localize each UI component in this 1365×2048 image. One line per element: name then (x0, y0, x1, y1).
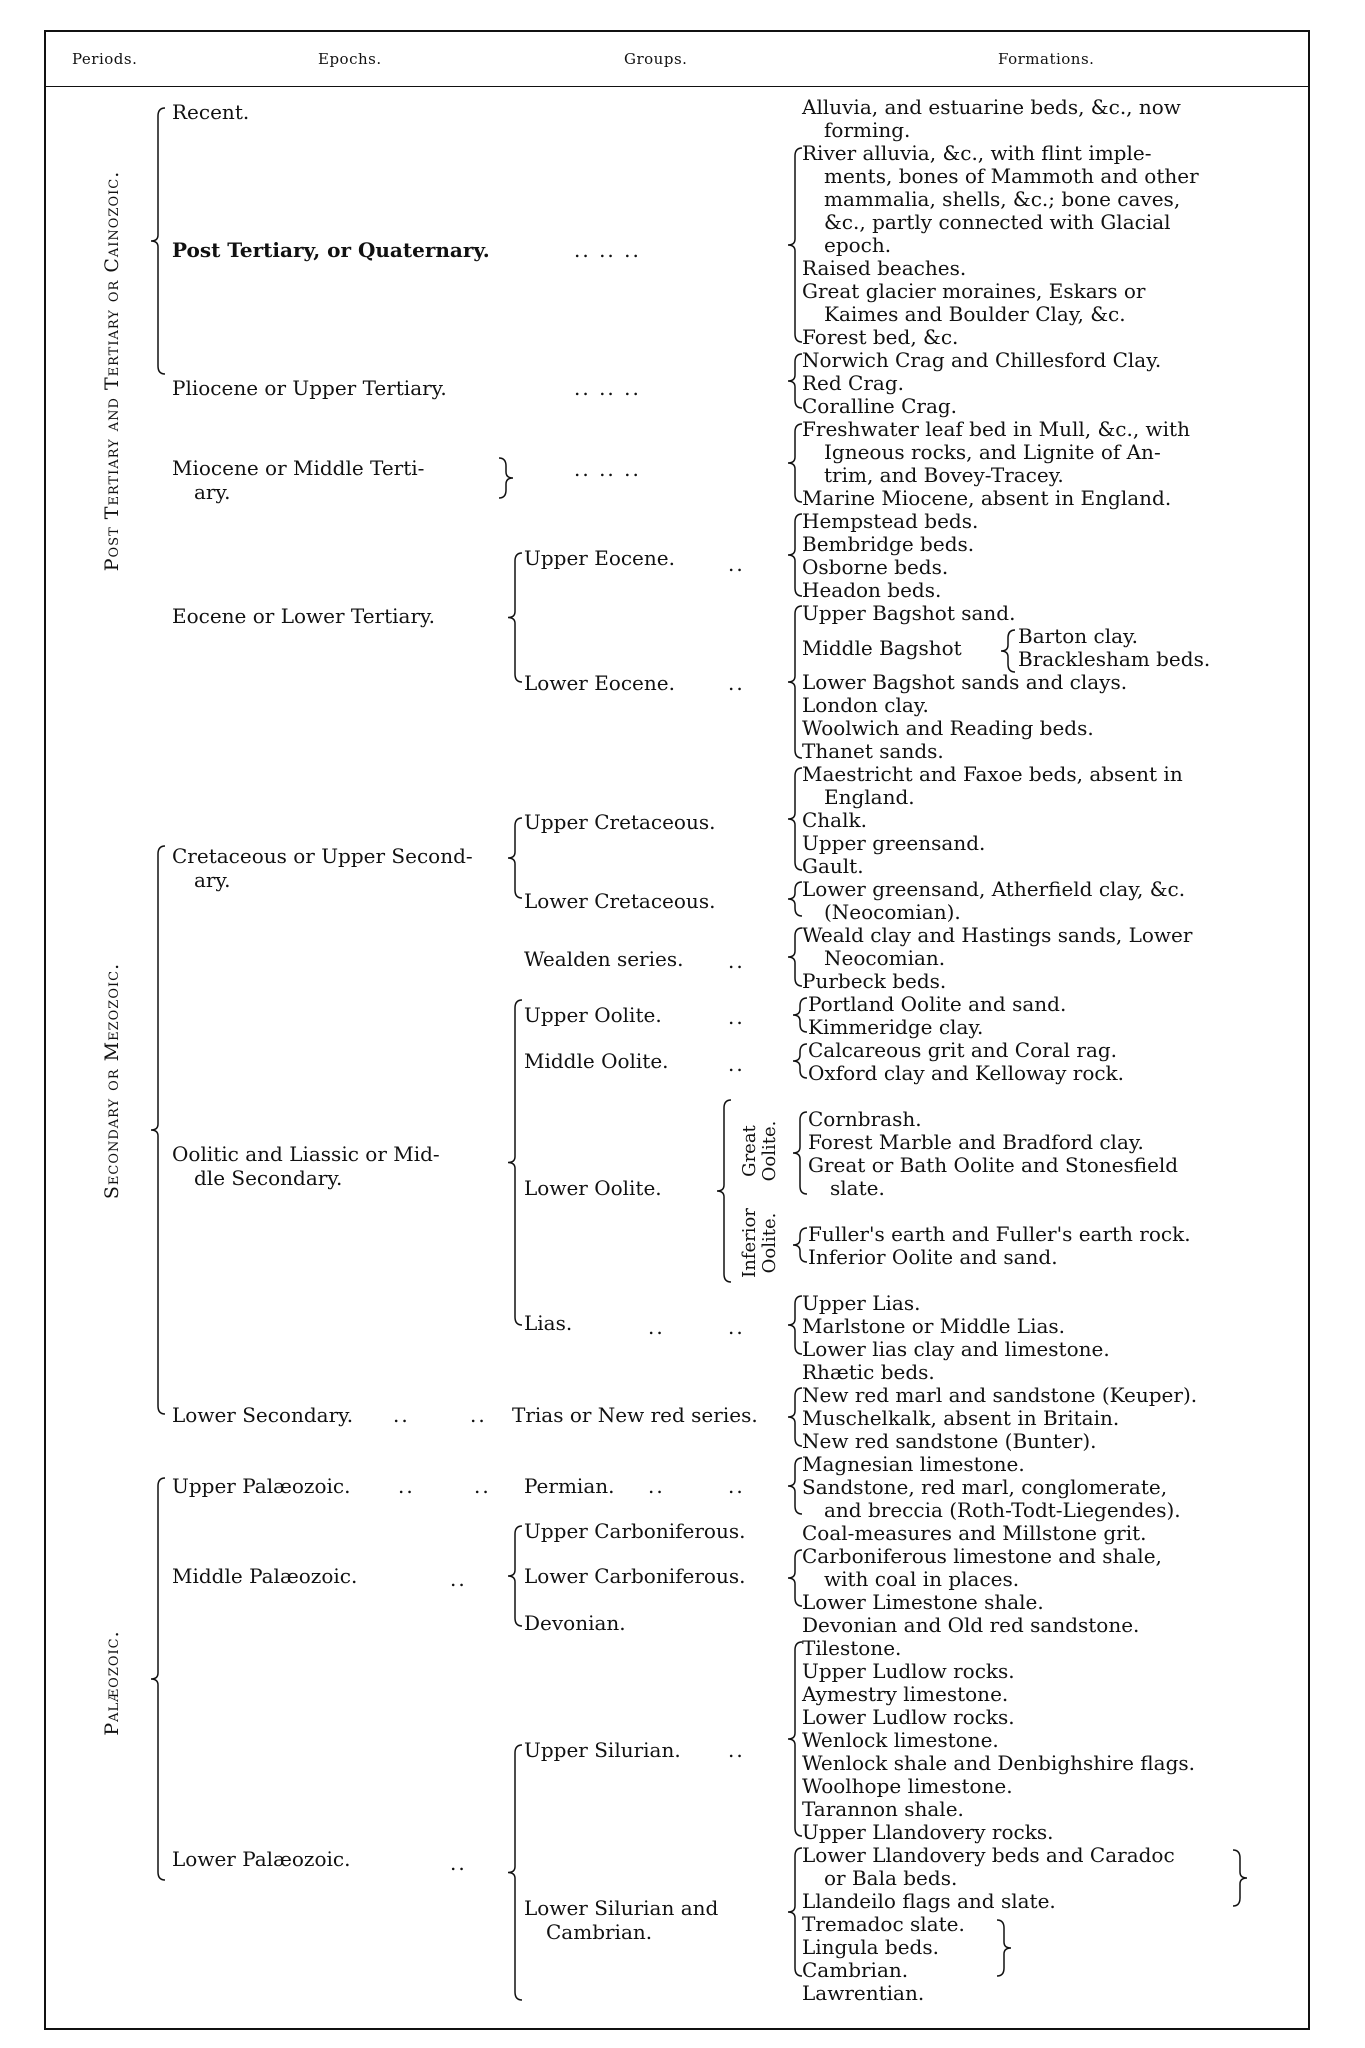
formation-line: Osborne beds. (802, 555, 949, 579)
curly-brace (788, 148, 802, 342)
formation-line: Red Crag. (802, 371, 905, 395)
formation-line: Fuller's earth and Fuller's earth rock. (808, 1222, 1191, 1246)
formation-line: Wenlock limestone. (802, 1728, 999, 1752)
formation-line: New red sandstone (Bunter). (802, 1429, 1097, 1453)
formation-line: Forest Marble and Bradford clay. (808, 1130, 1144, 1154)
curly-brace (508, 1526, 522, 1626)
leader-dots: .. (728, 671, 745, 695)
curly-brace (1001, 630, 1015, 672)
curly-brace (788, 1642, 802, 1836)
formation-line: or Bala beds. (824, 1866, 958, 1890)
leader-dots: .. (450, 1567, 467, 1591)
formation-line: Lawrentian. (802, 1981, 925, 2005)
formation-line: Thanet sands. (802, 739, 944, 763)
leader-dots: .. (728, 1315, 745, 1339)
formation-line: Marlstone or Middle Lias. (802, 1314, 1066, 1338)
group-lower-silurian-line2: Cambrian. (546, 1920, 653, 1944)
formation-line: Hempstead beds. (802, 509, 979, 533)
formation-line: Tarannon shale. (802, 1797, 964, 1821)
curly-brace (997, 1920, 1011, 1976)
formation-line: and breccia (Roth-Todt-Liegendes). (824, 1498, 1181, 1522)
formation-line: (Neocomian). (824, 900, 961, 924)
formation-line: Muschelkalk, absent in Britain. (802, 1406, 1120, 1430)
formation-line: New red marl and sandstone (Keuper). (802, 1383, 1198, 1407)
curly-brace (788, 424, 802, 502)
epoch-miocene-line1: Miocene or Middle Terti- (172, 456, 425, 480)
epoch-lower-palaeozoic: Lower Palæozoic. (172, 1847, 351, 1871)
header-periods: Periods. (72, 50, 138, 68)
group-middle-oolite: Middle Oolite. (524, 1049, 669, 1073)
curly-brace (788, 1388, 802, 1446)
curly-brace (788, 768, 802, 870)
curly-brace (788, 1550, 802, 1606)
curly-brace (508, 818, 522, 898)
group-lower-silurian-line1: Lower Silurian and (524, 1896, 719, 1920)
epoch-pliocene: Pliocene or Upper Tertiary. (172, 376, 447, 400)
leader-dots: .. (474, 1474, 491, 1498)
group-upper-silurian: Upper Silurian. (524, 1738, 681, 1762)
curly-brace (793, 1112, 807, 1194)
formation-line: Cornbrash. (808, 1107, 922, 1131)
period-mezozoic: Secondary or Mezozoic. (101, 962, 123, 1200)
formation-line: Cambrian. (802, 1958, 909, 1982)
formation-line: Lower Ludlow rocks. (802, 1705, 1015, 1729)
group-upper-eocene: Upper Eocene. (524, 546, 675, 570)
header-epochs: Epochs. (318, 50, 382, 68)
formation-line: River alluvia, &c., with flint imple- (802, 141, 1152, 165)
curly-brace (508, 1000, 522, 1325)
formation-line: Woolwich and Reading beds. (802, 716, 1094, 740)
group-trias: Trias or New red series. (512, 1403, 758, 1427)
group-inferior-oolite: Inferior Oolite. (739, 1208, 780, 1278)
curly-brace (793, 1044, 807, 1078)
group-upper-carboniferous: Upper Carboniferous. (524, 1519, 746, 1543)
formation-line: Upper Lias. (802, 1291, 921, 1315)
formation-line: Tremadoc slate. (802, 1912, 965, 1936)
formation-line: Lower Bagshot sands and clays. (802, 670, 1128, 694)
formation-line: ments, bones of Mammoth and other (824, 164, 1199, 188)
epoch-post-tertiary: Post Tertiary, or Quaternary. (172, 238, 490, 262)
leader-dots: .. (728, 1738, 745, 1762)
formation-line: Calcareous grit and Coral rag. (808, 1038, 1118, 1062)
formation-line: Magnesian limestone. (802, 1452, 1025, 1476)
epoch-cretaceous-line2: ary. (194, 868, 231, 892)
curly-brace (788, 514, 802, 596)
formation-line: Neocomian. (824, 946, 946, 970)
formation-line: Purbeck beds. (802, 969, 947, 993)
formation-line: Upper Llandovery rocks. (802, 1820, 1054, 1844)
epoch-miocene-line2: ary. (194, 480, 231, 504)
formation-line: Freshwater leaf bed in Mull, &c., with (802, 417, 1190, 441)
leader-dots: .. (728, 1474, 745, 1498)
formation-line: &c., partly connected with Glacial (824, 210, 1171, 234)
formation-line: Upper Bagshot sand. (802, 601, 1016, 625)
epoch-oolitic-line1: Oolitic and Liassic or Mid- (172, 1142, 440, 1166)
curly-brace (788, 606, 802, 758)
formation-line: Raised beaches. (802, 256, 967, 280)
curly-brace (788, 354, 802, 408)
formation-line: Llandeilo flags and slate. (802, 1889, 1056, 1913)
leader-dots: .. (470, 1403, 487, 1427)
epoch-eocene: Eocene or Lower Tertiary. (172, 604, 436, 628)
group-permian: Permian. (524, 1474, 615, 1498)
curly-brace (788, 882, 802, 916)
formation-line: with coal in places. (824, 1567, 1020, 1591)
formation-line: Oxford clay and Kelloway rock. (808, 1061, 1125, 1085)
leader-dots: .. (648, 1315, 665, 1339)
curly-brace (151, 108, 165, 374)
formation-line: Upper greensand. (802, 831, 986, 855)
group-upper-oolite: Upper Oolite. (524, 1003, 662, 1027)
group-lias: Lias. (524, 1311, 573, 1335)
epoch-lower-secondary: Lower Secondary. (172, 1403, 354, 1427)
epoch-oolitic-line2: dle Secondary. (194, 1166, 343, 1190)
formation-line: Middle Bagshot (802, 636, 962, 660)
formation-line: Lingula beds. (802, 1935, 939, 1959)
header-groups: Groups. (624, 50, 688, 68)
formation-line: Gault. (802, 854, 864, 878)
formation-line: slate. (830, 1176, 885, 1200)
formation-line: Portland Oolite and sand. (808, 992, 1067, 1016)
formation-line: mammalia, shells, &c.; bone caves, (824, 187, 1181, 211)
header-formations: Formations. (998, 50, 1095, 68)
formation-line: Tilestone. (802, 1636, 902, 1660)
formation-line: Great glacier moraines, Eskars or (802, 279, 1146, 303)
formation-line: Wenlock shale and Denbighshire flags. (802, 1751, 1195, 1775)
formation-line: Headon beds. (802, 578, 942, 602)
curly-brace (499, 458, 513, 498)
formation-line: Kaimes and Boulder Clay, &c. (824, 302, 1126, 326)
group-lower-cretaceous: Lower Cretaceous. (524, 889, 716, 913)
leader-dots: .. .. .. (574, 238, 641, 262)
formation-line: England. (824, 785, 915, 809)
formation-line: Lower lias clay and limestone. (802, 1337, 1110, 1361)
formation-line: Kimmeridge clay. (808, 1015, 984, 1039)
epoch-cretaceous-line1: Cretaceous or Upper Second- (172, 844, 473, 868)
epoch-middle-palaeozoic: Middle Palæozoic. (172, 1564, 358, 1588)
curly-brace (151, 846, 165, 1414)
formation-line: Aymestry limestone. (802, 1682, 1009, 1706)
group-lower-eocene: Lower Eocene. (524, 671, 675, 695)
formation-line: Forest bed, &c. (802, 325, 959, 349)
formation-line: Inferior Oolite and sand. (808, 1245, 1058, 1269)
leader-dots: .. (728, 552, 745, 576)
curly-brace (793, 998, 807, 1032)
formation-line: Marine Miocene, absent in England. (802, 486, 1172, 510)
formation-line: Woolhope limestone. (802, 1774, 1013, 1798)
formation-line: Alluvia, and estuarine beds, &c., now (802, 95, 1181, 119)
period-cainozoic: Post Tertiary and Tertiary or Cainozoic. (101, 170, 123, 572)
formation-line: Sandstone, red marl, conglomerate, (802, 1475, 1168, 1499)
formation-line: Chalk. (802, 808, 867, 832)
curly-brace (1233, 1850, 1247, 1906)
formation-line: Coralline Crag. (802, 394, 958, 418)
formation-line: Coal-measures and Millstone grit. (802, 1521, 1147, 1545)
formation-line: Norwich Crag and Chillesford Clay. (802, 348, 1162, 372)
formation-line: Upper Ludlow rocks. (802, 1659, 1015, 1683)
leader-dots: .. (450, 1851, 467, 1875)
leader-dots: .. .. .. (574, 376, 641, 400)
leader-dots: .. (648, 1474, 665, 1498)
leader-dots: .. (728, 949, 745, 973)
formation-line: Lower greensand, Atherfield clay, &c. (802, 877, 1186, 901)
formation-line: Bracklesham beds. (1018, 647, 1211, 671)
curly-brace (717, 1100, 731, 1282)
formation-line: Lower Limestone shale. (802, 1590, 1044, 1614)
formation-line: Great or Bath Oolite and Stonesfield (808, 1153, 1179, 1177)
curly-brace (788, 928, 802, 986)
group-devonian: Devonian. (524, 1611, 626, 1635)
curly-brace (151, 1478, 165, 1880)
formation-line: Bembridge beds. (802, 532, 975, 556)
group-great-oolite: Great Oolite. (739, 1120, 780, 1182)
group-lower-carboniferous: Lower Carboniferous. (524, 1564, 746, 1588)
group-upper-cretaceous: Upper Cretaceous. (524, 810, 716, 834)
leader-dots: .. .. .. (574, 457, 641, 481)
leader-dots: .. (728, 1052, 745, 1076)
formation-line: London clay. (802, 693, 929, 717)
formation-line: Barton clay. (1018, 624, 1139, 648)
formation-line: Lower Llandovery beds and Caradoc (802, 1843, 1175, 1867)
leader-dots: .. (398, 1474, 415, 1498)
formation-line: epoch. (824, 233, 892, 257)
curly-brace (788, 1296, 802, 1354)
formation-line: Carboniferous limestone and shale, (802, 1544, 1162, 1568)
formation-line: forming. (824, 118, 911, 142)
epoch-upper-palaeozoic: Upper Palæozoic. (172, 1474, 351, 1498)
formation-line: Weald clay and Hastings sands, Lower (802, 923, 1193, 947)
leader-dots: .. (393, 1403, 410, 1427)
formation-line: Igneous rocks, and Lignite of An- (824, 440, 1161, 464)
curly-brace (788, 1848, 802, 1976)
curly-brace (508, 553, 522, 682)
formation-line: trim, and Bovey-Tracey. (824, 463, 1064, 487)
leader-dots: .. (728, 1005, 745, 1029)
period-palaeozoic: Palæozoic. (101, 1630, 123, 1736)
curly-brace (508, 1745, 522, 2000)
formation-line: Devonian and Old red sandstone. (802, 1613, 1140, 1637)
curly-brace (793, 1228, 807, 1262)
formation-line: Maestricht and Faxoe beds, absent in (802, 762, 1183, 786)
group-lower-oolite: Lower Oolite. (524, 1176, 662, 1200)
curly-brace (788, 1458, 802, 1514)
formation-line: Rhætic beds. (802, 1360, 935, 1384)
epoch-recent: Recent. (172, 100, 250, 124)
group-wealden: Wealden series. (524, 947, 684, 971)
